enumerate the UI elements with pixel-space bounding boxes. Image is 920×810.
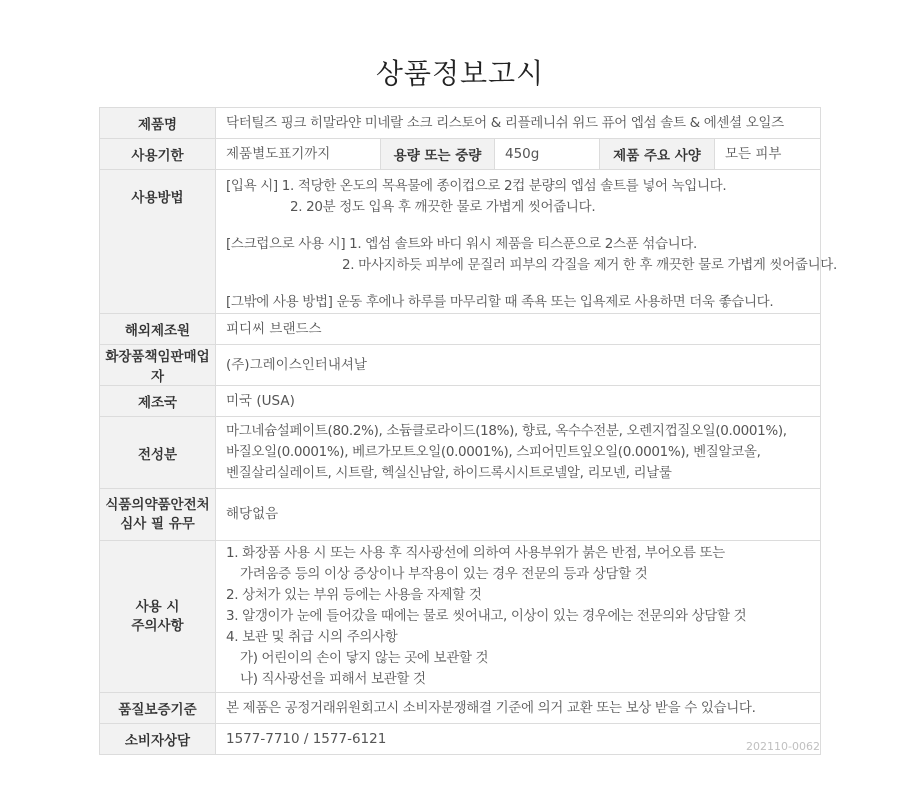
usage-scrub-step-2: 2. 마사지하듯 피부에 문질러 피부의 각질을 제거 한 후 깨끗한 물로 가볍게 씻어줍니다. <box>342 257 837 273</box>
expiry-label: 사용기한 <box>100 139 216 170</box>
warranty-label: 품질보증기준 <box>100 693 216 724</box>
usage-value <box>216 170 837 314</box>
contact-label: 소비자상담 <box>100 724 216 755</box>
ingredients-line: 마그네슘설페이트(80.2%), 소듐클로라이드(18%), 향료, 옥수수전분, 오렌지껍질오일(0.0001%), <box>226 423 787 439</box>
country-label: 제조국 <box>100 386 216 417</box>
usage-scrub-step-1: [스크럽으로 사용 시] 1. 엡섬 솔트와 바디 워시 제품을 티스푼으로 2스푼 섞습니다. <box>226 236 697 252</box>
manufacturer-value: 피디씨 브랜드스 <box>216 314 821 345</box>
usage-bath-step-1: [입욕 시] 1. 적당한 온도의 목욕물에 종이컵으로 2컵 분량의 엡섬 솔트를 넣어 녹입니다. <box>226 178 727 194</box>
caution-line: 2. 상처가 있는 부위 등에는 사용을 자제할 것 <box>226 587 482 603</box>
row-ingredients <box>100 417 821 489</box>
usage-bath-step-2: 2. 20분 정도 입욕 후 깨끗한 물로 가볍게 씻어줍니다. <box>290 199 596 215</box>
mfds-value: 해당없음 <box>216 489 821 541</box>
caution-line: 나) 직사광선을 피해서 보관할 것 <box>240 671 426 687</box>
product-name-label: 제품명 <box>100 108 216 139</box>
row-seller <box>100 345 821 386</box>
usage-label: 사용방법 <box>100 170 216 314</box>
caution-line: 4. 보관 및 취급 시의 주의사항 <box>226 629 398 645</box>
caution-line: 가려움증 등의 이상 증상이나 부작용이 있는 경우 전문의 등과 상담할 것 <box>240 566 648 582</box>
contact-value: 1577-7710 / 1577-6121 <box>216 724 821 755</box>
row-manufacturer <box>100 314 821 345</box>
warranty-value: 본 제품은 공정거래위원회고시 소비자분쟁해결 기준에 의거 교환 또는 보상 받을 수 있습니다. <box>216 693 821 724</box>
mfds-label <box>100 489 216 541</box>
usage-other: [그밖에 사용 방법] 운동 후에나 하루를 마무리할 때 족욕 또는 입욕제로 사용하면 더욱 좋습니다. <box>226 294 774 310</box>
ingredients-line: 벤질살리실레이트, 시트랄, 헥실신남알, 하이드록시시트로넬알, 리모넨, 리날룰 <box>226 465 672 481</box>
volume-value: 450g <box>495 139 600 170</box>
caution-line: 가) 어린이의 손이 닿지 않는 곳에 보관할 것 <box>240 650 489 666</box>
ingredients-label: 전성분 <box>100 417 216 489</box>
country-value: 미국 (USA) <box>216 386 821 417</box>
caution-line: 1. 화장품 사용 시 또는 사용 후 직사광선에 의하여 사용부위가 붉은 반점, 부어오름 또는 <box>226 545 725 561</box>
row-mfds <box>100 489 821 541</box>
row-product-name <box>100 108 821 139</box>
seller-value: (주)그레이스인터내셔날 <box>216 345 821 386</box>
caution-value <box>216 541 821 693</box>
caution-label-line: 사용 시 <box>135 598 180 615</box>
manufacturer-label: 해외제조원 <box>100 314 216 345</box>
expiry-value: 제품별도표기까지 <box>216 139 381 170</box>
document-code: 202110-0062 <box>746 740 820 753</box>
caution-line: 3. 알갱이가 눈에 들어갔을 때에는 물로 씻어내고, 이상이 있는 경우에는 전문의와 상담할 것 <box>226 608 747 624</box>
row-warranty <box>100 693 821 724</box>
row-expiry <box>100 139 821 170</box>
page-title: 상품정보고시 <box>375 57 545 90</box>
caution-label-line: 주의사항 <box>131 617 184 634</box>
caution-label <box>100 541 216 693</box>
mfds-label-line: 심사 필 유무 <box>120 515 195 532</box>
mfds-label-line: 식품의약품안전처 <box>105 496 210 513</box>
row-caution <box>100 541 821 693</box>
ingredients-line: 바질오일(0.0001%), 베르가모트오일(0.0001%), 스피어민트잎오일(0.0001%), 벤질알코올, <box>226 444 761 460</box>
ingredients-value <box>216 417 821 489</box>
seller-label: 화장품책임판매업자 <box>100 345 216 386</box>
spec-value: 모든 피부 <box>715 139 821 170</box>
row-contact <box>100 724 821 755</box>
row-usage <box>100 170 821 314</box>
volume-label: 용량 또는 중량 <box>381 139 495 170</box>
product-info-table <box>99 107 837 755</box>
spec-label: 제품 주요 사양 <box>600 139 715 170</box>
product-name-value: 닥터틸즈 핑크 히말라얀 미네랄 소크 리스토어 & 리플레니쉬 위드 퓨어 엡섬 솔트 & 에센셜 오일즈 <box>216 108 821 139</box>
row-country <box>100 386 821 417</box>
